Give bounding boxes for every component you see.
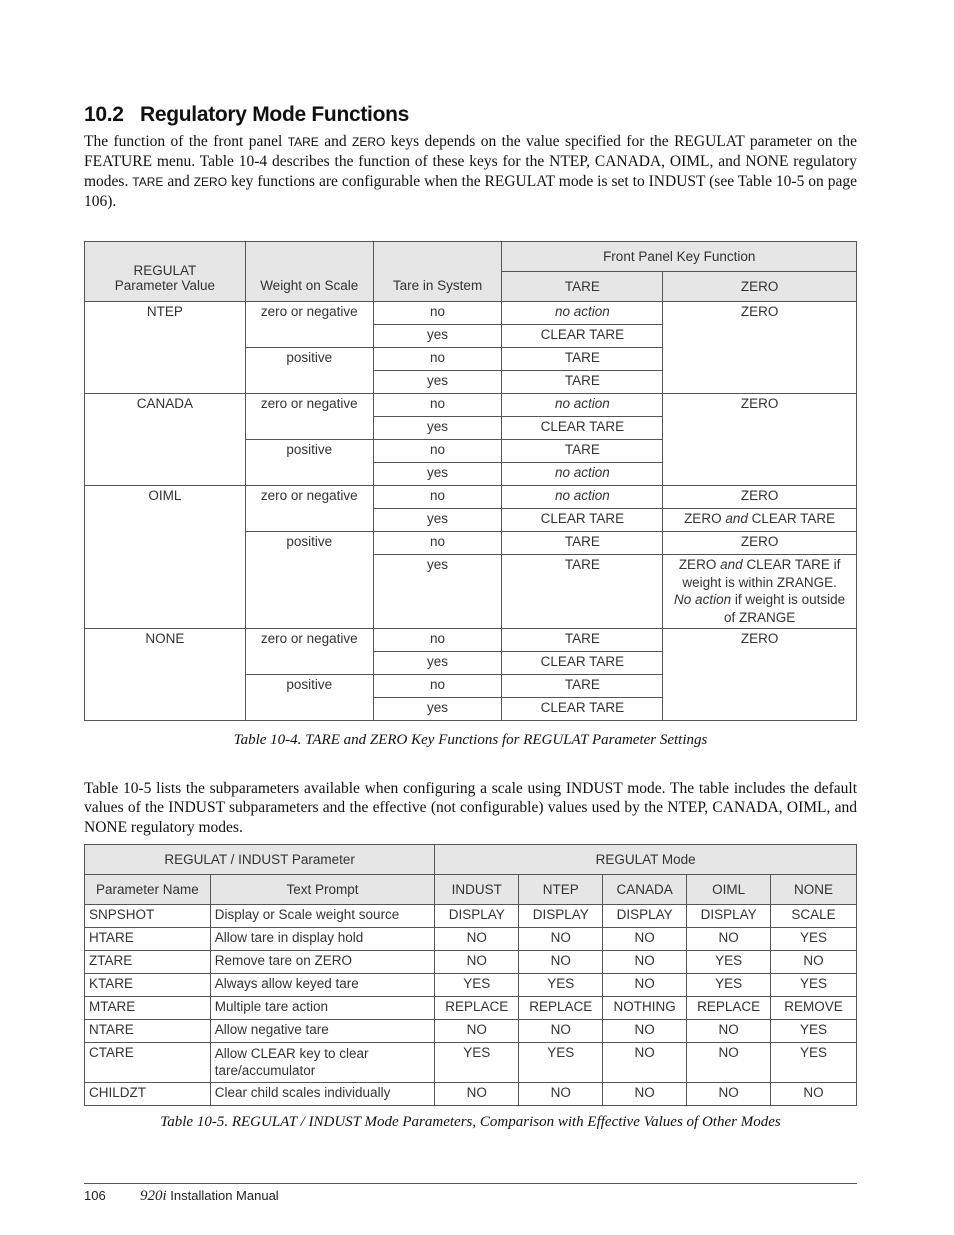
text-prompt-cell: Clear child scales individually [210, 1083, 435, 1106]
mode-cell: NONE [85, 629, 246, 721]
weight-cell: zero or negative [245, 302, 373, 348]
tare-cell: yes [373, 371, 502, 394]
text-prompt-cell: Multiple tare action [210, 997, 435, 1020]
param-name-cell: NTARE [85, 1020, 211, 1043]
header-front-panel-key-function: Front Panel Key Function [502, 242, 857, 272]
tare-key-cell: TARE [502, 348, 663, 371]
product-name: 920i [140, 1188, 167, 1204]
manual-title: Installation Manual [166, 1188, 279, 1203]
mode-cell: CANADA [85, 394, 246, 486]
footer-divider [84, 1183, 857, 1184]
weight-cell: zero or negative [245, 394, 373, 440]
oiml-cell: REPLACE [687, 997, 771, 1020]
ntep-cell: DISPLAY [519, 905, 603, 928]
zero-key-cell: ZERO [663, 394, 857, 486]
weight-cell: positive [245, 440, 373, 486]
zero-key-label: ZERO [193, 174, 228, 189]
tare-key-cell: CLEAR TARE [502, 417, 663, 440]
ntep-cell: YES [519, 974, 603, 997]
tare-key-cell: TARE [502, 629, 663, 652]
none-cell: REMOVE [771, 997, 857, 1020]
table-row [85, 629, 857, 652]
oiml-cell: NO [687, 1083, 771, 1106]
tare-cell: yes [373, 555, 502, 629]
param-name-cell: HTARE [85, 928, 211, 951]
indust-cell: NO [435, 928, 519, 951]
zero-key-cell: ZERO [663, 532, 857, 555]
table-row [85, 997, 857, 1020]
intro-paragraph [84, 132, 857, 211]
tare-key-cell: CLEAR TARE [502, 698, 663, 721]
canada-cell: NO [603, 1020, 687, 1043]
table-row [85, 486, 857, 509]
indust-cell: YES [435, 974, 519, 997]
weight-cell: zero or negative [245, 629, 373, 675]
oiml-cell: YES [687, 974, 771, 997]
tare-key-cell: TARE [502, 532, 663, 555]
table-row [85, 1083, 857, 1106]
param-name-cell: CHILDZT [85, 1083, 211, 1106]
indust-cell: DISPLAY [435, 905, 519, 928]
mode-cell: OIML [85, 486, 246, 629]
zero-key-label: ZERO [352, 135, 386, 149]
zero-key-cell: ZERO [663, 629, 857, 721]
header-parameter-name: Parameter Name [85, 875, 211, 905]
indust-cell: NO [435, 951, 519, 974]
text-prompt-cell: Always allow keyed tare [210, 974, 435, 997]
tare-cell: yes [373, 463, 502, 486]
none-cell: NO [771, 951, 857, 974]
header-regulat-param [85, 242, 246, 302]
table-5-caption: Table 10-5. REGULAT / INDUST Mode Parameters, Comparison with Effective Values of Other Modes [160, 1114, 781, 1130]
mode-cell: NTEP [85, 302, 246, 394]
canada-cell: NO [603, 1083, 687, 1106]
intro-text: key functions are configurable when the REGULAT mode is set to INDUST (see Table 10-5 on page 106). [84, 172, 857, 210]
table-row [85, 905, 857, 928]
zero-key-text: CLEAR TARE [747, 511, 836, 526]
header-ntep: NTEP [519, 875, 603, 905]
oiml-cell: YES [687, 951, 771, 974]
indust-cell: NO [435, 1083, 519, 1106]
intro-text: The function of the front panel [84, 133, 288, 150]
weight-cell: zero or negative [245, 486, 373, 532]
table-row [85, 974, 857, 997]
canada-cell: NO [603, 928, 687, 951]
header-oiml: OIML [687, 875, 771, 905]
param-name-cell: ZTARE [85, 951, 211, 974]
oiml-cell: NO [687, 1020, 771, 1043]
tare-key-value: no action [554, 396, 610, 411]
oiml-cell: NO [687, 1043, 771, 1083]
ntep-cell: REPLACE [519, 997, 603, 1020]
tare-cell: yes [373, 652, 502, 675]
header-indust-parameter: REGULAT / INDUST Parameter [85, 845, 435, 875]
zero-key-text: ZERO [678, 557, 721, 572]
table-row [85, 394, 857, 417]
ntep-cell: NO [519, 1020, 603, 1043]
tare-key-cell: TARE [502, 371, 663, 394]
zero-key-cell: ZERO [663, 302, 857, 394]
header-zero-key: ZERO [663, 272, 857, 302]
tare-cell: no [373, 675, 502, 698]
canada-cell: NO [603, 1043, 687, 1083]
none-cell: YES [771, 1043, 857, 1083]
tare-cell: no [373, 440, 502, 463]
ntep-cell: YES [519, 1043, 603, 1083]
ntep-cell: NO [519, 928, 603, 951]
param-name-cell: MTARE [85, 997, 211, 1020]
section-number: 10.2 [84, 103, 124, 126]
zero-key-cell [663, 555, 857, 629]
intro-text: and [318, 133, 352, 150]
table-row [85, 928, 857, 951]
none-cell: YES [771, 974, 857, 997]
param-name-cell: KTARE [85, 974, 211, 997]
tare-cell: yes [373, 325, 502, 348]
canada-cell: NO [603, 974, 687, 997]
table5-intro-paragraph: Table 10-5 lists the subparameters available when configuring a scale using INDUST mode. The table includes the default values of the INDUST subparameters and the effective (not configurable) values used by the NTEP, CANADA, OIML, and NONE regulatory modes. [84, 780, 857, 836]
text-prompt-cell: Allow tare in display hold [210, 928, 435, 951]
zero-key-text: and [725, 511, 748, 526]
header-tare-in-system: Tare in System [373, 242, 502, 302]
tare-key-cell: CLEAR TARE [502, 325, 663, 348]
tare-cell: no [373, 532, 502, 555]
canada-cell: DISPLAY [603, 905, 687, 928]
intro-text: keys depends on the value specified for the REGULAT parameter on the FEATURE menu. Table 10-4 describes the function of these keys for the NTEP, CANADA, OIML, and NONE regulatory modes. [84, 133, 857, 190]
indust-cell: REPLACE [435, 997, 519, 1020]
tare-key-value: no action [554, 304, 610, 319]
tare-key-cell: CLEAR TARE [502, 652, 663, 675]
tare-cell: no [373, 348, 502, 371]
tare-key-value: no action [554, 488, 610, 503]
section-title: Regulatory Mode Functions [140, 103, 410, 126]
weight-cell: positive [245, 348, 373, 394]
weight-cell: positive [245, 675, 373, 721]
zero-key-text: CLEAR TARE if weight is within ZRANGE. [682, 557, 841, 590]
tare-key-cell [502, 302, 663, 325]
indust-cell: YES [435, 1043, 519, 1083]
tare-key-cell: TARE [502, 675, 663, 698]
tare-key-cell [502, 463, 663, 486]
header-canada: CANADA [603, 875, 687, 905]
ntep-cell: NO [519, 951, 603, 974]
header-text-prompt: Text Prompt [210, 875, 435, 905]
tare-cell: no [373, 302, 502, 325]
text-prompt-cell: Allow CLEAR key to clear tare/accumulator [210, 1043, 435, 1083]
header-tare-key: TARE [502, 272, 663, 302]
oiml-cell: DISPLAY [687, 905, 771, 928]
param-name-cell: SNPSHOT [85, 905, 211, 928]
tare-key-cell: TARE [502, 440, 663, 463]
text-prompt-cell: Remove tare on ZERO [210, 951, 435, 974]
tare-key-cell [502, 486, 663, 509]
zero-key-cell: ZERO [663, 486, 857, 509]
header-regulat-mode: REGULAT Mode [435, 845, 857, 875]
zero-key-text: and [720, 557, 743, 572]
header-none: NONE [771, 875, 857, 905]
oiml-cell: NO [687, 928, 771, 951]
tare-cell: no [373, 394, 502, 417]
tare-cell: no [373, 629, 502, 652]
intro-text: and [163, 172, 194, 190]
table-4-caption: Table 10-4. TARE and ZERO Key Functions for REGULAT Parameter Settings [233, 732, 708, 748]
zero-key-cell [663, 509, 857, 532]
section-heading [84, 103, 409, 127]
weight-cell: positive [245, 532, 373, 629]
tare-cell: yes [373, 417, 502, 440]
text-prompt-cell: Display or Scale weight source [210, 905, 435, 928]
zero-key-text: ZERO [684, 511, 726, 526]
canada-cell: NOTHING [603, 997, 687, 1020]
none-cell: YES [771, 928, 857, 951]
param-name-cell: CTARE [85, 1043, 211, 1083]
tare-key-label: TARE [287, 135, 319, 149]
table-row [85, 1043, 857, 1083]
indust-cell: NO [435, 1020, 519, 1043]
tare-cell: yes [373, 509, 502, 532]
tare-key-cell: TARE [502, 555, 663, 629]
tare-cell: yes [373, 698, 502, 721]
ntep-cell: NO [519, 1083, 603, 1106]
tare-key-value: no action [554, 465, 610, 480]
tare-key-label: TARE [132, 174, 164, 189]
tare-key-cell: CLEAR TARE [502, 509, 663, 532]
key-function-table [84, 241, 857, 721]
tare-key-cell [502, 394, 663, 417]
header-text: Parameter Value [114, 278, 216, 293]
none-cell: YES [771, 1020, 857, 1043]
zero-key-text: if weight is outside of ZRANGE [723, 592, 846, 625]
text-prompt-cell: Allow negative tare [210, 1020, 435, 1043]
table-row [85, 951, 857, 974]
header-text: REGULAT [133, 263, 197, 278]
header-weight-on-scale: Weight on Scale [245, 242, 373, 302]
table-row [85, 302, 857, 325]
none-cell: NO [771, 1083, 857, 1106]
indust-parameter-rows [85, 905, 857, 1106]
table-row [85, 1020, 857, 1043]
header-indust: INDUST [435, 875, 519, 905]
none-cell: SCALE [771, 905, 857, 928]
indust-parameter-table [84, 844, 857, 1106]
page-footer [84, 1188, 279, 1205]
page-number: 106 [84, 1188, 106, 1203]
canada-cell: NO [603, 951, 687, 974]
tare-cell: no [373, 486, 502, 509]
zero-key-text: No action [674, 592, 732, 607]
